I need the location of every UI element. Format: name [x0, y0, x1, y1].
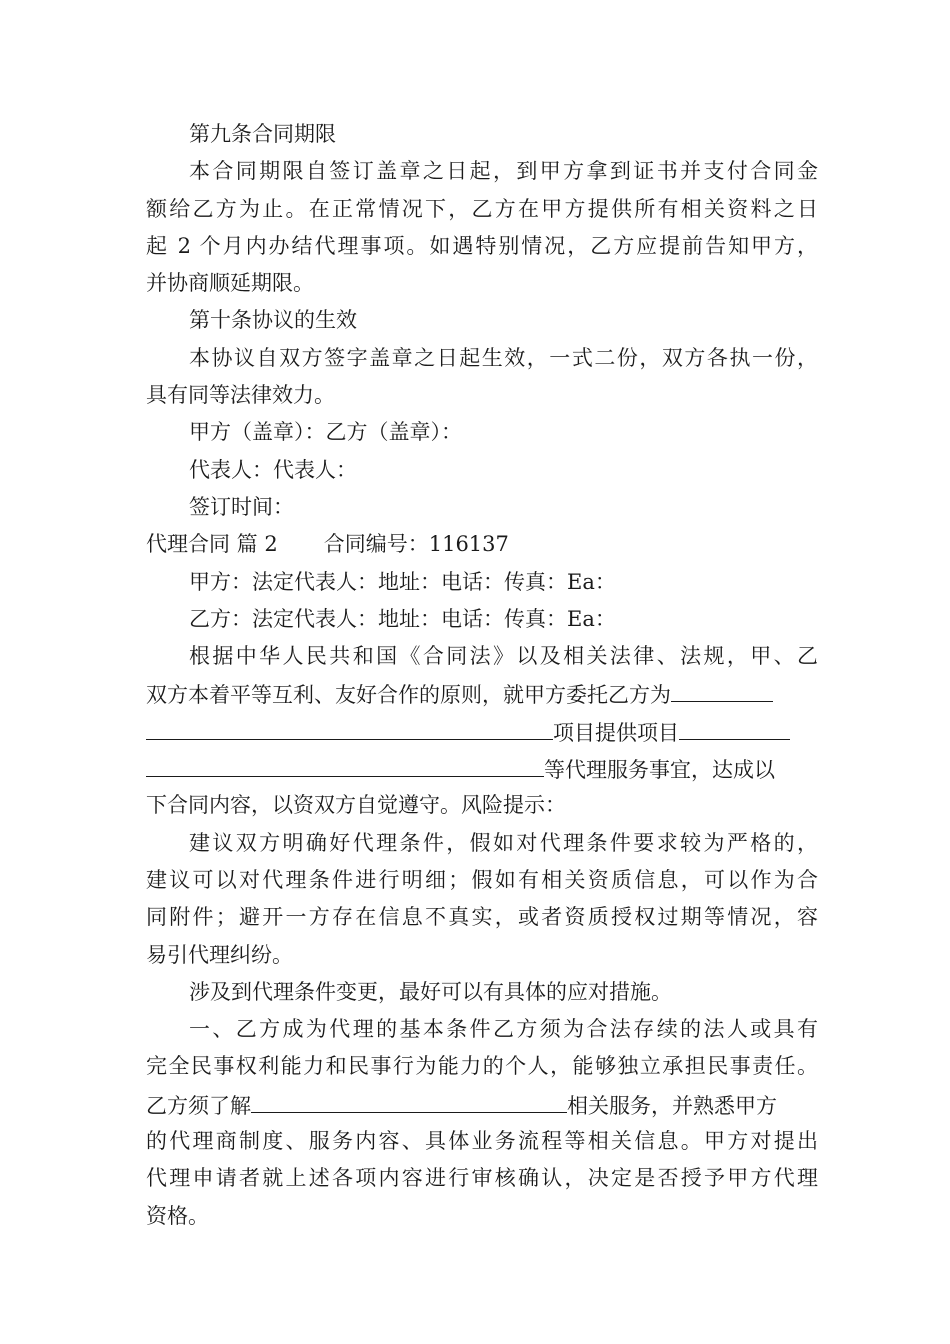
- contract-2-heading-line: [146, 526, 818, 563]
- clause-1-line: 代理申请者就上述各项内容进行审核确认，决定是否授予甲方代理: [146, 1166, 818, 1191]
- clause-1-text: 乙方须了解: [146, 1093, 251, 1118]
- document-body: [146, 116, 818, 1235]
- risk-line: 同附件；避开一方存在信息不真实，或者资质授权过期等情况，容: [146, 905, 818, 930]
- article-9-title: 第九条合同期限: [189, 122, 336, 146]
- clause-1-line: 完全民事权利能力和民事行为能力的个人，能够独立承担民事责任。: [146, 1054, 818, 1079]
- clause-1-line-with-blank: [146, 1086, 818, 1123]
- article-10-line: 本协议自双方签字盖章之日起生效，一式二份，双方各执一份，: [189, 345, 818, 370]
- article-9-line: 并协商顺延期限。: [146, 271, 314, 296]
- preamble-line: 根据中华人民共和国《合同法》以及相关法律、法规，甲、乙: [189, 644, 818, 669]
- fill-in-blank[interactable]: [671, 675, 773, 702]
- preamble-line-with-blank: [146, 750, 818, 787]
- signature-party-line: 甲方（盖章）：乙方（盖章）：: [189, 420, 462, 445]
- clause-1-line: 一、乙方成为代理的基本条件乙方须为合法存续的法人或具有: [189, 1017, 818, 1042]
- preamble-text: 等代理服务事宜，达成以: [544, 758, 775, 783]
- signature-representative-line: 代表人：代表人：: [189, 457, 357, 482]
- article-9-line: 额给乙方为止。在正常情况下，乙方在甲方提供所有相关资料之日: [146, 196, 818, 221]
- risk-line: 建议可以对代理条件进行明细；假如有相关资质信息，可以作为合: [146, 867, 818, 892]
- preamble-text: 双方本着平等互利、友好合作的原则，就甲方委托乙方为: [146, 683, 671, 708]
- article-9-line: 本合同期限自签订盖章之日起，到甲方拿到证书并支付合同金: [189, 159, 818, 184]
- clause-1-line: 资格。: [146, 1203, 209, 1228]
- preamble-text: 项目提供项目: [553, 720, 679, 745]
- contract-2-heading: 代理合同 篇 2: [146, 532, 278, 557]
- fill-in-blank[interactable]: [251, 1086, 567, 1113]
- contract-number: 合同编号：116137: [323, 532, 509, 557]
- preamble-line-with-blank: [146, 675, 818, 712]
- change-line: 涉及到代理条件变更，最好可以有具体的应对措施。: [189, 979, 672, 1004]
- fill-in-blank[interactable]: [146, 750, 544, 777]
- party-a-line: 甲方：法定代表人：地址：电话：传真：Ea：: [189, 569, 616, 594]
- article-10-line: 具有同等法律效力。: [146, 383, 335, 408]
- clause-1-text: 相关服务，并熟悉甲方: [567, 1093, 777, 1118]
- article-10-title: 第十条协议的生效: [189, 308, 357, 333]
- preamble-line: 下合同内容，以资双方自觉遵守。风险提示：: [146, 793, 566, 818]
- article-9-line: 起 2 个月内办结代理事项。如遇特别情况，乙方应提前告知甲方，: [146, 233, 818, 258]
- risk-line: 建议双方明确好代理条件，假如对代理条件要求较为严格的，: [189, 830, 818, 855]
- fill-in-blank[interactable]: [679, 713, 790, 740]
- clause-1-line: 的代理商制度、服务内容、具体业务流程等相关信息。甲方对提出: [146, 1129, 818, 1154]
- preamble-line-with-blank: [146, 713, 818, 750]
- party-b-line: 乙方：法定代表人：地址：电话：传真：Ea：: [189, 606, 616, 631]
- risk-line: 易引代理纠纷。: [146, 942, 293, 967]
- fill-in-blank[interactable]: [146, 713, 553, 740]
- signature-date-line: 签订时间：: [189, 494, 294, 519]
